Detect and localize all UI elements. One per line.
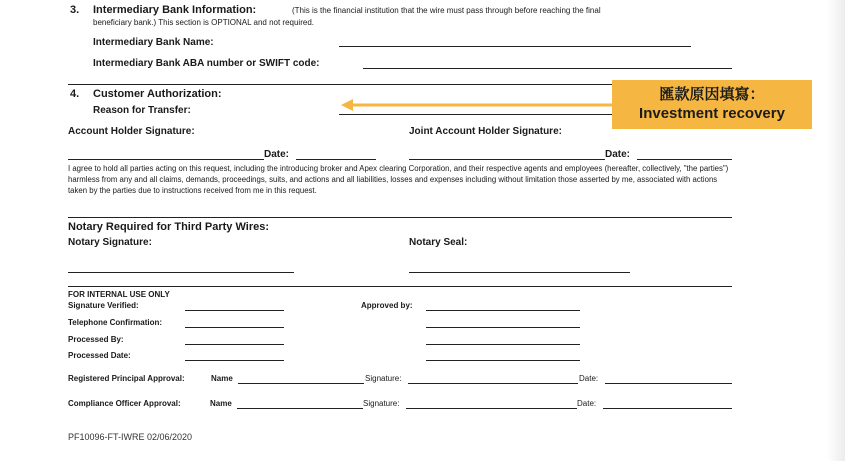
form-id: PF10096-FT-IWRE 02/06/2020 <box>68 432 193 442</box>
notary-heading: Notary Required for Third Party Wires: <box>68 221 269 233</box>
section3-note-line1: (This is the financial institution that the wire must pass through before reaching the final <box>292 6 601 15</box>
section4-heading: Customer Authorization: <box>93 88 222 100</box>
page-edge-shadow <box>827 0 845 461</box>
reason-for-transfer-label: Reason for Transfer: <box>93 105 191 116</box>
approved-by-label: Approved by: <box>361 301 413 310</box>
intermediary-aba-label: Intermediary Bank ABA number or SWIFT code: <box>93 58 320 69</box>
section3-heading: Intermediary Bank Information: <box>93 4 257 16</box>
registered-principal-date-field[interactable] <box>605 383 732 384</box>
compliance-officer-signature-label: Signature: <box>363 399 400 408</box>
signature-verified-field[interactable] <box>185 310 284 311</box>
registered-principal-name-field[interactable] <box>238 383 364 384</box>
approved-by-field-4[interactable] <box>426 360 580 361</box>
registered-principal-date-label: Date: <box>579 374 599 383</box>
compliance-officer-name-label: Name <box>210 399 232 408</box>
section3-note-line2: beneficiary bank.) This section is OPTIONAL and not required. <box>93 18 314 27</box>
processed-date-field[interactable] <box>185 360 284 361</box>
registered-principal-signature-field[interactable] <box>408 383 578 384</box>
signature-verified-label: Signature Verified: <box>68 301 139 310</box>
account-holder-signature-label: Account Holder Signature: <box>68 126 195 137</box>
account-holder-signature-field[interactable] <box>68 159 264 160</box>
approved-by-field-2[interactable] <box>426 327 580 328</box>
annotation-callout <box>612 80 812 129</box>
section3-number: 3. <box>70 4 80 16</box>
intermediary-aba-field[interactable] <box>363 68 732 69</box>
registered-principal-label: Registered Principal Approval: <box>68 374 185 383</box>
compliance-officer-date-label: Date: <box>577 399 597 408</box>
callout-line2: Investment recovery <box>639 105 785 122</box>
notary-seal-field[interactable] <box>409 272 630 273</box>
intermediary-bank-name-label: Intermediary Bank Name: <box>93 37 214 48</box>
compliance-officer-label: Compliance Officer Approval: <box>68 399 181 408</box>
approved-by-field-3[interactable] <box>426 344 580 345</box>
notary-seal-label: Notary Seal: <box>409 237 468 248</box>
processed-date-label: Processed Date: <box>68 351 131 360</box>
section4-number: 4. <box>70 88 80 100</box>
joint-holder-date-label: Date: <box>605 149 631 160</box>
approved-by-field[interactable] <box>426 310 580 311</box>
arrow-left-icon <box>341 97 616 113</box>
registered-principal-name-label: Name <box>211 374 233 383</box>
compliance-officer-date-field[interactable] <box>603 408 732 409</box>
joint-holder-signature-field[interactable] <box>409 159 605 160</box>
hold-harmless-text: I agree to hold all parties acting on this request, including the introducing broker and Apex clearing Corporation, and their respective agents and employees (hereafter, collectively, "the parties") harmless from any and all claims, demands, proceedings, suits, and actions and all liabilities, losses and expenses including without limitation those asserted by me, associated with actions taken by the parties due to instructions received from me in this request. <box>68 164 729 195</box>
callout-line1: 匯款原因填寫： <box>659 86 765 103</box>
telephone-confirmation-field[interactable] <box>185 327 284 328</box>
telephone-confirmation-label: Telephone Confirmation: <box>68 318 163 327</box>
processed-by-label: Processed By: <box>68 335 124 344</box>
registered-principal-signature-label: Signature: <box>365 374 402 383</box>
processed-by-field[interactable] <box>185 344 284 345</box>
intermediary-bank-name-field[interactable] <box>339 46 691 47</box>
section-divider <box>68 217 732 218</box>
compliance-officer-signature-field[interactable] <box>406 408 577 409</box>
compliance-officer-name-field[interactable] <box>237 408 363 409</box>
joint-holder-date-field[interactable] <box>637 159 732 160</box>
section-divider <box>68 286 732 287</box>
joint-holder-signature-label: Joint Account Holder Signature: <box>409 126 562 137</box>
notary-signature-field[interactable] <box>68 272 294 273</box>
internal-use-heading: FOR INTERNAL USE ONLY <box>68 290 170 299</box>
notary-signature-label: Notary Signature: <box>68 237 152 248</box>
account-holder-date-label: Date: <box>264 149 290 160</box>
account-holder-date-field[interactable] <box>296 159 376 160</box>
